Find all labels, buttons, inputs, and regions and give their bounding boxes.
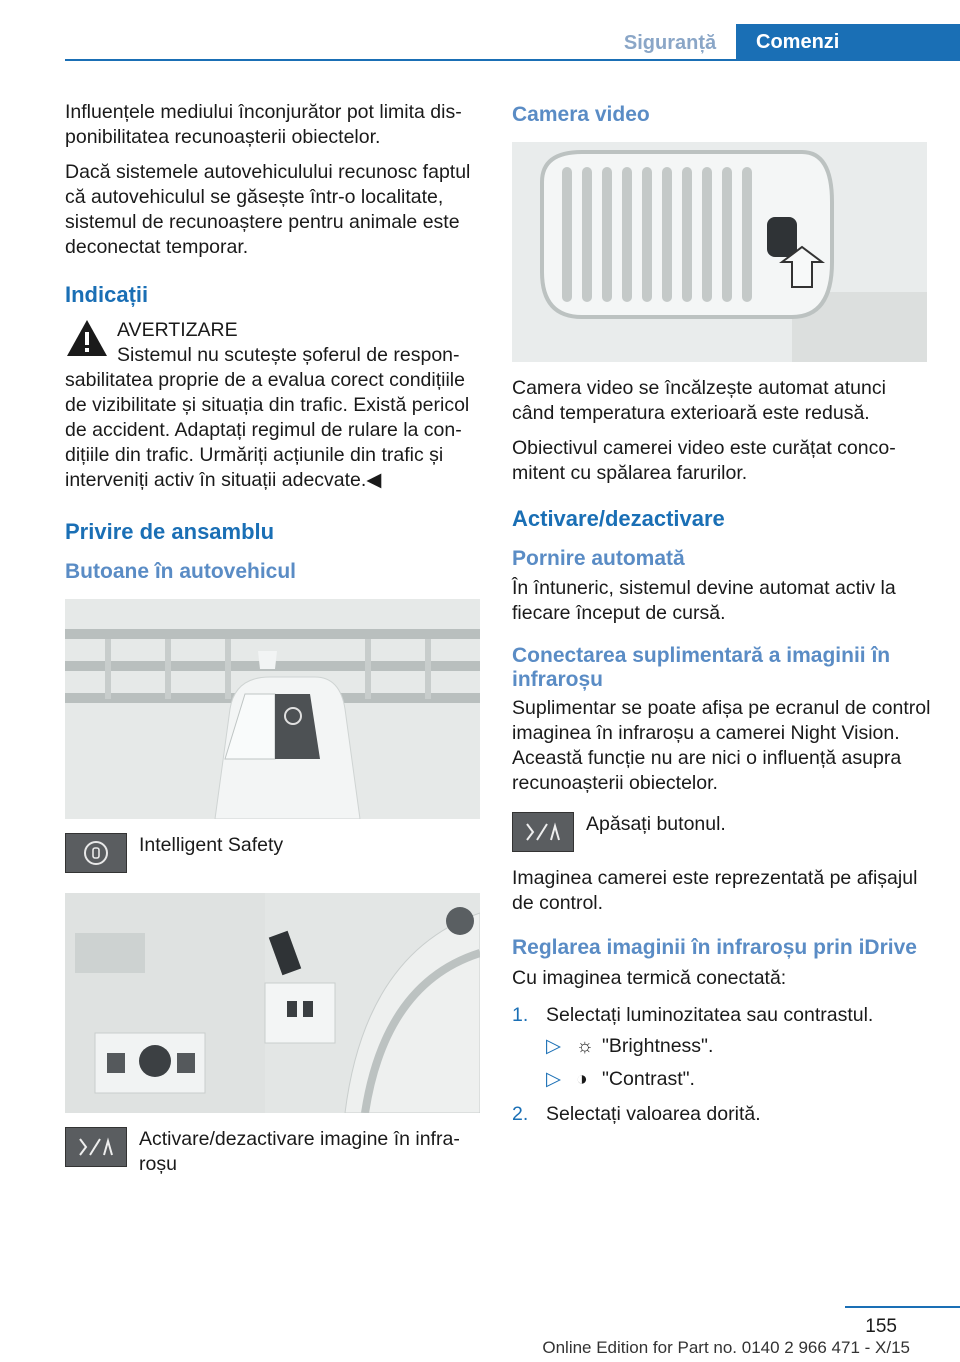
heading-privire: Privire de ansamblu	[65, 519, 275, 544]
warning-title: AVERTIZARE	[117, 319, 238, 341]
list-item: 1. Selectați luminozitatea sau contrastul.	[512, 1004, 874, 1026]
warning-triangle-icon	[65, 318, 109, 358]
intelligent-safety-label: Intelligent Safety	[139, 834, 284, 856]
steps-list	[512, 1003, 932, 1127]
footer-rule	[845, 1306, 960, 1308]
warning-block	[65, 318, 485, 493]
paragraph-imagine: Imaginea camerei este reprezentată pe afișajul de control.	[512, 867, 918, 914]
night-vision-button-icon	[65, 1127, 127, 1167]
photo-steering-wheel	[65, 893, 480, 1113]
list-item: ▷ ☼ "Brightness". ▷ ◑ "Contrast".	[546, 1035, 714, 1090]
night-vision-press-icon	[512, 812, 574, 852]
paragraph-localitate: Dacă sistemele autovehiculului recunosc faptul că autovehiculul se găsește într-o localitate, sistemul de recunoaștere pentru animale este deconectat temporar.	[65, 161, 471, 258]
legend-night-vision	[65, 1127, 485, 1177]
right-column	[512, 100, 932, 1127]
heading-pornire-automata: Pornire automată	[512, 547, 685, 570]
night-vision-label: Activare/dezactivare imagine în infraroșu	[139, 1128, 460, 1175]
header-rule	[65, 59, 960, 61]
warning-text: Sistemul nu scutește șoferul de responsabilitatea proprie de a evalua corect condițiile de vizibilitate și situația din trafic. Există pericol de accident. Adaptați regimul de rulare la condițiile din trafic. Urmăriți acțiunile din trafic și interveniți activ în situații adecvate.◀	[65, 344, 470, 491]
heading-butoane: Butoane în autovehicul	[65, 560, 297, 583]
press-button-label: Apăsați butonul.	[586, 813, 726, 835]
heading-reglare: Reglarea imaginii în infraroșu prin iDrive	[512, 936, 917, 959]
tab-comenzi[interactable]: Comenzi	[736, 24, 960, 61]
heading-indicatii: Indicații	[65, 282, 149, 307]
legend-intelligent-safety	[65, 833, 485, 873]
paragraph-conectare: Suplimentar se poate afișa pe ecranul de control imaginea în infraroșu a camerei Night Vision. Această funcție nu are nici o influență asupra recunoașterii obiectelor.	[512, 697, 931, 794]
paragraph-camera-heat: Camera video se încălzește automat atunci când temperatura exterioară este redusă.	[512, 377, 886, 424]
heading-conectare: Conectarea suplimentară a imaginii în infraroșu	[512, 644, 891, 691]
brightness-icon: ☼	[576, 1035, 594, 1057]
paragraph-influente: Influențele mediului înconjurător pot limita disponibilitatea recunoașterii obiectelor.	[65, 101, 462, 148]
paragraph-pornire: În întuneric, sistemul devine automat activ la fiecare început de cursă.	[512, 577, 896, 624]
heading-activare: Activare/dezactivare	[512, 506, 725, 531]
footer-edition: Online Edition for Part no. 0140 2 966 471 - X/15	[542, 1338, 910, 1357]
intelligent-safety-button-icon	[65, 833, 127, 873]
heading-camera-video: Camera video	[512, 103, 650, 126]
bullet-triangle-icon: ▷	[546, 1035, 561, 1057]
bullet-triangle-icon: ▷	[546, 1068, 561, 1090]
paragraph-camera-clean: Obiectivul camerei video este curățat concomitent cu spălarea farurilor.	[512, 437, 896, 484]
press-button-row	[512, 812, 932, 852]
contrast-icon: ◑	[576, 1068, 588, 1090]
photo-dashboard-button	[65, 599, 480, 819]
photo-camera-grille	[512, 142, 927, 362]
page-number: 155	[865, 1316, 897, 1337]
left-column	[65, 100, 485, 1187]
list-item: 2. Selectați valoarea dorită.	[512, 1103, 761, 1125]
tab-siguranta[interactable]: Siguranță	[623, 32, 717, 54]
paragraph-cu-imaginea: Cu imaginea termică conectată:	[512, 967, 787, 989]
